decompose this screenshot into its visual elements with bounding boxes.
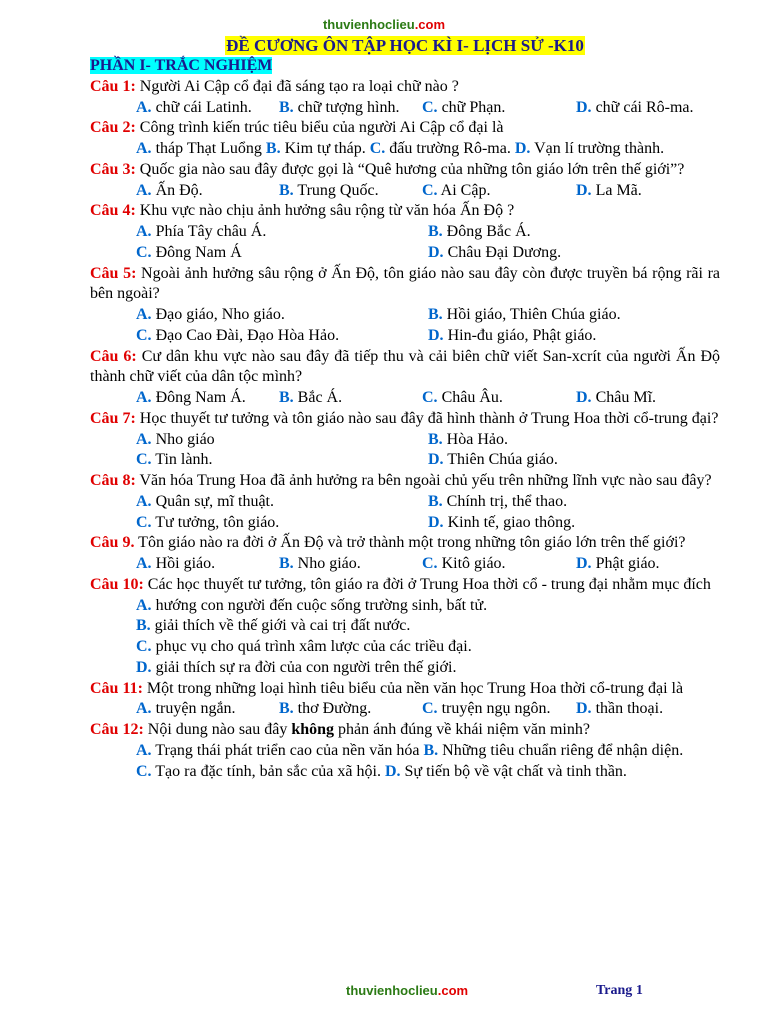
option-text: Hin-đu giáo, Phật giáo. [443,326,597,344]
option-text: chữ cái Latinh. [151,98,252,116]
answer-option [515,140,664,157]
answer-option [279,98,422,119]
options-row [90,596,720,617]
option-text: truyện ngụ ngôn. [437,700,551,718]
option-text: Phía Tây châu Á. [151,223,267,240]
option-letter: D. [136,658,152,676]
option-text: phục vụ cho quá trình xâm lược của các triều đại. [151,638,472,655]
option-text: Ấn Độ. [151,181,203,199]
answer-option [422,181,576,202]
options-row [90,658,720,679]
answer-option [136,492,428,513]
page-title: ĐỀ CƯƠNG ÔN TẬP HỌC KÌ I- LỊCH SỬ -K10 [226,36,584,55]
option-letter: D. [428,513,444,531]
question-text: Văn hóa Trung Hoa đã ảnh hưởng ra bên ngoài chủ yếu trên những lĩnh vực nào sau đây? [135,472,712,489]
option-text: Châu Đại Dương. [443,243,562,261]
option-text: Trung Quốc. [293,181,379,199]
answer-option [136,742,423,759]
answer-option [576,554,719,575]
options-row [90,388,720,409]
question-stem [90,575,720,596]
option-letter: B. [265,140,281,157]
question-text: Học thuyết tư tưởng và tôn giáo nào sau đây đã hình thành ở Trung Hoa thời cổ-trung đại? [135,409,719,427]
option-letter: D. [428,326,444,344]
question-number: Câu 11: [90,679,143,697]
option-text: chữ cái Rô-ma. [591,98,694,116]
option-text: Nho giáo. [293,555,361,572]
option-letter: A. [136,140,152,157]
answer-option [136,699,279,720]
option-text: giải thích sự ra đời của con người trên thế giới. [151,658,457,676]
options-row [90,430,720,451]
option-letter: D. [428,243,444,261]
question-stem [90,720,720,741]
option-letter: A. [136,389,152,406]
question-stem [90,679,720,700]
option-letter: A. [136,492,152,510]
option-letter: C. [136,451,152,469]
question-number: Câu 3: [90,160,136,178]
answer-option [279,181,422,202]
option-text: Vạn lí trường thành. [530,140,665,157]
option-text: Nho giáo [151,430,215,448]
question-stem [90,347,720,389]
option-text: thơ Đường. [293,700,372,718]
option-letter: B. [279,700,294,718]
question-text: Một trong những loại hình tiêu biểu của nền văn học Trung Hoa thời cổ-trung đại là [142,679,684,697]
answer-option [385,763,627,780]
option-text: giải thích về thế giới và cai trị đất nước. [150,617,411,635]
option-text: Trạng thái phát triển cao của nền văn hóa [151,741,424,759]
option-text: Ai Cập. [437,181,491,199]
answer-option [428,326,720,347]
option-letter: C. [422,181,438,199]
answer-option [136,181,279,202]
option-text: Kitô giáo. [437,555,506,572]
answer-option [428,305,720,326]
options-row [90,139,720,160]
answer-option [428,513,720,534]
option-letter: D. [384,762,401,780]
option-text: La Mã. [591,181,642,199]
answer-option [279,388,422,409]
option-text: Châu Mĩ. [591,389,657,406]
option-text: Kim tự tháp. [280,140,370,157]
question-text: Nội dung nào sau đây [143,721,292,738]
answer-option [136,326,428,347]
option-text: Tư tưởng, tôn giáo. [151,513,280,531]
option-text: Hồi giáo. [151,555,216,572]
answer-option [422,554,576,575]
option-letter: C. [422,555,438,572]
options-row [90,554,720,575]
option-letter: B. [428,430,443,448]
option-text: Hòa Hảo. [442,430,508,448]
question-number: Câu 10: [90,575,144,593]
option-letter: A. [136,430,152,448]
option-text: Bắc Á. [293,389,343,406]
options-row [90,699,720,720]
answer-option [136,305,428,326]
option-letter: A. [136,555,152,572]
question-text: Các học thuyết tư tưởng, tôn giáo ra đời ở Trung Hoa thời cổ - trung đại nhằm mục đích [143,575,711,593]
option-letter: A. [136,741,152,759]
answer-option [576,98,719,119]
option-text: Quân sự, mĩ thuật. [151,492,274,510]
answer-option [279,699,422,720]
option-letter: C. [136,638,152,655]
option-letter: C. [422,700,438,718]
option-text: chữ Phạn. [437,98,506,116]
question-number: Câu 9. [90,534,135,552]
option-text: tháp Thạt Luổng [151,140,266,157]
answer-option [428,222,720,243]
question-number: Câu 4: [90,202,136,220]
question-number: Câu 2: [90,119,136,137]
answer-option [136,637,472,658]
option-letter: C. [136,243,152,261]
question-number: Câu 6: [90,347,137,365]
answer-option [423,742,683,759]
option-letter: D. [576,98,592,116]
option-text: đấu trường Rô-ma. [385,140,515,157]
question-text: Ngoài ảnh hưởng sâu rộng ở Ấn Độ, tôn giáo nào sau đây còn được truyền bá rộng rãi ra bên ngoài? [90,264,721,303]
question-stem [90,160,720,181]
answer-option [576,699,719,720]
question-stem [90,471,720,492]
option-letter: A. [136,596,152,614]
answer-option [428,492,720,513]
answer-option [136,616,410,637]
question-emphasis: không [291,721,335,738]
answer-option [422,388,576,409]
option-text: Tạo ra đặc tính, bản sắc của xã hội. [151,762,385,780]
options-row [90,741,720,762]
answer-option [422,699,576,720]
option-text: Châu Âu. [437,389,503,406]
question-text: Người Ai Cập cổ đại đã sáng tạo ra loại chữ nào ? [135,77,459,95]
options-row [90,305,720,326]
option-text: Hồi giáo, Thiên Chúa giáo. [442,306,621,323]
option-text: Đông Bắc Á. [442,223,531,240]
option-text: Chính trị, thể thao. [442,492,568,510]
options-row [90,637,720,658]
answer-option [422,98,576,119]
option-letter: C. [136,762,152,780]
question-number: Câu 1: [90,77,136,95]
options-row [90,450,720,471]
option-letter: B. [279,389,294,406]
option-letter: D. [576,181,592,199]
answer-option [136,430,428,451]
question-text: Cư dân khu vực nào sau đây đã tiếp thu và cải biên chữ viết San-xcrít của người Ấn Độ thành chữ viết của dân tộc mình? [90,347,721,386]
answer-option [136,140,266,157]
question-stem [90,118,720,139]
option-letter: A. [136,700,152,718]
options-row [90,98,720,119]
question-stem [90,409,720,430]
answer-option [279,554,422,575]
option-letter: C. [136,513,152,531]
question-text: phản ánh đúng về khái niệm văn minh? [334,721,590,738]
answer-option [136,596,487,617]
option-letter: C. [422,98,438,116]
question-number: Câu 7: [90,409,136,427]
option-text: thần thoại. [591,700,664,718]
option-text: Đông Nam Á [151,243,242,261]
option-letter: A. [136,98,152,116]
question-stem [90,533,720,554]
answer-option [428,430,720,451]
option-letter: B. [279,181,294,199]
option-letter: C. [369,140,386,157]
option-text: Phật giáo. [591,555,660,572]
site-header [0,17,768,32]
answer-option [136,763,385,780]
option-letter: B. [279,555,294,572]
option-letter: B. [428,223,443,240]
answer-option [136,658,456,679]
option-text: chữ tượng hình. [293,98,400,116]
answer-option [136,222,428,243]
option-letter: B. [428,492,443,510]
option-letter: D. [576,700,592,718]
option-letter: A. [136,223,152,240]
answer-option [136,554,279,575]
option-text: Sự tiến bộ về vật chất và tinh thần. [400,762,627,780]
site-name: thuvienhoclieu [322,17,415,32]
options-row [90,181,720,202]
answer-option [136,388,279,409]
options-row [90,492,720,513]
option-letter: D. [576,389,592,406]
options-row [90,513,720,534]
answer-option [136,450,428,471]
answer-option [370,140,515,157]
answer-option [576,181,719,202]
option-letter: A. [136,306,152,323]
question-number: Câu 12: [90,721,144,738]
option-letter: D. [514,140,531,157]
option-letter: D. [576,555,592,572]
answer-option [136,513,428,534]
options-row [90,326,720,347]
options-row [90,616,720,637]
option-letter: B. [279,98,294,116]
answer-option [428,450,720,471]
option-text: Thiên Chúa giáo. [443,451,558,469]
option-text: Tin lành. [151,451,213,469]
option-letter: B. [423,741,439,759]
section-heading: PHẦN I- TRẮC NGHIỆM [90,57,273,74]
option-text: Đạo giáo, Nho giáo. [151,306,285,323]
answer-option [136,98,279,119]
option-letter: B. [136,617,151,635]
question-text: Công trình kiến trúc tiêu biểu của người Ai Cập cổ đại là [135,119,504,137]
answer-option [576,388,719,409]
options-row [90,762,720,783]
site-tld: .com [414,17,446,32]
answer-option [266,140,370,157]
question-text: Khu vực nào chịu ảnh hưởng sâu rộng từ văn hóa Ấn Độ ? [135,202,515,220]
options-row [90,243,720,264]
option-text: Đạo Cao Đài, Đạo Hòa Hảo. [151,326,340,344]
question-number: Câu 5: [90,264,137,282]
option-letter: C. [422,389,438,406]
option-letter: D. [428,451,444,469]
question-stem [90,77,720,98]
question-text: Quốc gia nào sau đây được gọi là “Quê hương của những tôn giáo lớn trên thế giới”? [135,160,685,178]
page-number: Trang 1 [596,983,643,998]
question-text: Tôn giáo nào ra đời ở Ấn Độ và trở thành một trong những tôn giáo lớn trên thế giới? [134,534,686,552]
option-text: Những tiêu chuẩn riêng để nhận diện. [438,741,684,759]
answer-option [428,243,720,264]
option-text: Kinh tế, giao thông. [443,513,576,531]
option-text: hướng con người đến cuộc sống trường sinh, bất tử. [151,596,488,614]
option-letter: C. [136,326,152,344]
option-letter: A. [136,181,152,199]
question-stem [90,264,720,306]
question-list [90,56,720,782]
option-text: truyện ngắn. [151,700,236,718]
answer-option [136,243,428,264]
option-letter: B. [428,306,443,323]
footer-site: thuvienhoclieu.com [346,983,469,998]
question-number: Câu 8: [90,472,136,489]
question-stem [90,201,720,222]
option-text: Đông Nam Á. [151,389,246,406]
options-row [90,222,720,243]
